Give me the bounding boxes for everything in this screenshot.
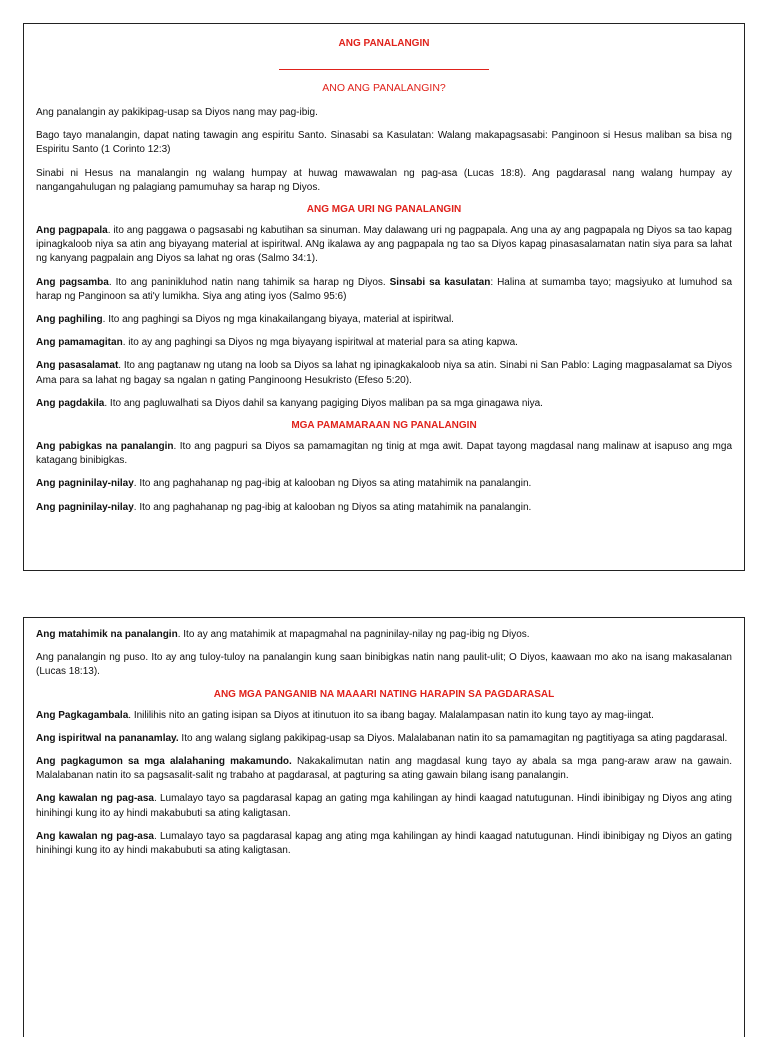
definition: . Ito ang paninikluhod natin nang tahimik sa harap ng Diyos. (108, 276, 390, 288)
paragraph: Sinabi ni Hesus na manalangin ng walang humpay at huwag mawawalan ng pag-asa (Lucas 18:8). Ang pagdarasal nang walang humpay ay nangangahulugan ng palagiang pamumuhay sa harap ng Diyos. (36, 167, 732, 193)
definition: . Ito ang paghahanap ng pag-ibig at kalooban ng Diyos sa ating matahimik na panalangin. (133, 501, 532, 513)
definition: . Lumalayo tayo sa pagdarasal kapag an gating mga kahilingan ay hindi kaagad natutugunan. Hindi ibinibigay ng Diyos ang ating hinihingi kung ito ay hindi makabubuti sa ating kaligtasan. (36, 793, 732, 819)
term: Ang pagsamba (36, 276, 109, 288)
term: Ang Pagkagambala (36, 709, 129, 721)
definition-paragraph (36, 276, 732, 304)
title-underline (279, 69, 489, 70)
term: Sinsabi sa kasulatan (389, 276, 491, 288)
definition-paragraph (36, 336, 732, 350)
term: Ang pagninilay-nilay (36, 478, 134, 490)
definition: . Lumalayo tayo sa pagdarasal kapag ang ating mga kahilingan ay hindi kaagad natutugunan. Hindi ibinibigay ng Diyos an gating hinihingi kung ito ay hindi makabubuti sa ating kaligtasan. (36, 830, 732, 857)
term: Ang pagpapala (36, 225, 108, 237)
term: Ang pamamagitan (36, 337, 123, 349)
paragraph: Ang panalangin ay pakikipag-usap sa Diyos nang may pag-ibig. (36, 107, 318, 118)
definition: . Ito ang pagluwalhati sa Diyos dahil sa kanyang pagiging Diyos maliban pa sa mga ginagawa niya. (104, 397, 543, 409)
term: Ang paghiling (36, 314, 103, 326)
term: Ang pagkagumon sa mga alalahaning makamundo. (36, 756, 292, 768)
definition-paragraph (36, 477, 732, 491)
definition-paragraph (36, 501, 732, 515)
definition: . Ito ang pagpuri sa Diyos sa pamamagitan ng tinig at mga awit. Dapat tayong magdasal nang malinaw at isapuso ang mga katagang binibigkas. (36, 441, 733, 467)
term: Ang pasasalamat (36, 360, 119, 372)
definition-paragraph (36, 709, 732, 723)
definition-paragraph (36, 224, 732, 267)
section-heading-pamamaraan: MGA PAMAMARAAN NG PANALANGIN (291, 420, 477, 432)
term: Ang kawalan ng pag-asa (36, 830, 154, 842)
term: Ang kawalan ng pag-asa (36, 793, 154, 805)
definition: . Ito ang pagtanaw ng utang na loob sa Diyos sa lahat ng ipinagkakaloob niya sa atin. Sinabi ni San Pablo: Laging magpasalamat sa Diyos Ama para sa lahat ng bagay sa ngalan n gating Panginoong Hesukristo (Efeso 5:20). (36, 360, 732, 386)
definition-paragraph (36, 440, 732, 468)
section-heading-uri: ANG MGA URI NG PANALANGIN (306, 204, 462, 216)
definition-paragraph (36, 755, 732, 783)
definition: Ito ang walang siglang pakikipag-usap sa Diyos. Malalabanan natin ito sa pamamagitan ng pagtitiyaga sa ating pagdarasal. (178, 732, 728, 744)
page-2 (23, 617, 745, 1037)
term: Ang ispiritwal na pananamlay. (36, 732, 179, 744)
document-title: ANG PANALANGIN (338, 38, 430, 49)
page-1 (23, 23, 745, 571)
definition-paragraph (36, 732, 732, 746)
definition: . ito ay ang paghingi sa Diyos ng mga biyayang ispiritwal at material para sa ating kapwa. (122, 337, 518, 349)
definition: . Ito ang paghahanap ng pag-ibig at kalooban ng Diyos sa ating matahimik na panalangin. (133, 478, 532, 490)
paragraph: Ang panalangin ng puso. Ito ay ang tuloy-tuloy na panalangin kung saan binibigkas natin nang paulit-ulit; O Diyos, kaawaan mo ako na isang makasalanan (Lucas 18:13). (36, 652, 732, 678)
term: Ang pagdakila (36, 397, 105, 409)
definition: Nakakalimutan natin ang magdasal kung tayo ay abala sa mga pang-araw araw na gawain. Malalabanan natin ito sa pagsasalit-salit ng trabaho at pagdarasal, at pagturing sa ating gawain bilang isang panalangin. (36, 756, 733, 782)
term: Ang pagninilay-nilay (36, 501, 134, 513)
term: Ang matahimik na panalangin (36, 629, 178, 640)
paragraph: Bago tayo manalangin, dapat nating tawagin ang espiritu Santo. Sinasabi sa Kasulatan: Walang makapagsasabi: Panginoon si Hesus maliban sa bisa ng Espiritu Santo (1 Corinto 12:3) (36, 130, 732, 156)
definition: . Ito ang paghingi sa Diyos ng mga kinakailangang biyaya, material at ispiritwal. (102, 314, 454, 326)
section-heading-panganib: ANG MGA PANGANIB NA MAAARI NATING HARAPIN SA PAGDARASAL (213, 688, 555, 700)
definition: . Inililihis nito an gating isipan sa Diyos at itinutuon ito sa ibang bagay. Malalampasan natin ito kung tayo ay mag-iingat. (128, 709, 654, 721)
definition-paragraph (36, 359, 732, 387)
section-subtitle: ANO ANG PANALANGIN? (322, 82, 446, 94)
definition: . Ito ay ang matahimik at mapagmahal na pagninilay-nilay ng pag-ibig ng Diyos. (177, 629, 530, 640)
definition-paragraph (36, 628, 732, 642)
definition-paragraph (36, 830, 732, 858)
definition-paragraph (36, 397, 732, 411)
definition-paragraph (36, 313, 732, 327)
term: Ang pabigkas na panalangin (36, 441, 174, 453)
definition: . ito ang paggawa o pagsasabi ng kabutihan sa sinuman. May dalawang uri ng pagpapala. Ang una ay ang pagpapala ng Diyos sa tao kapag ipinagkaloob niya sa atin ang biyayang material at ispiritwal. ANg ikalawa ay ang pagpapala ng tao sa Diyos kapag pinasasalamatan natin siya para sa lahat ng kanyang pagpalain ang Diyos sa lahat ng oras (Salmo 34:1). (36, 225, 732, 265)
definition: : Halina at sumamba tayo; magsiyuko at lumuhod sa harap ng Panginoon sa ati'y lumikha. Siya ang ating iyos (Salmo 95:6) (36, 276, 733, 302)
definition-paragraph (36, 792, 732, 820)
